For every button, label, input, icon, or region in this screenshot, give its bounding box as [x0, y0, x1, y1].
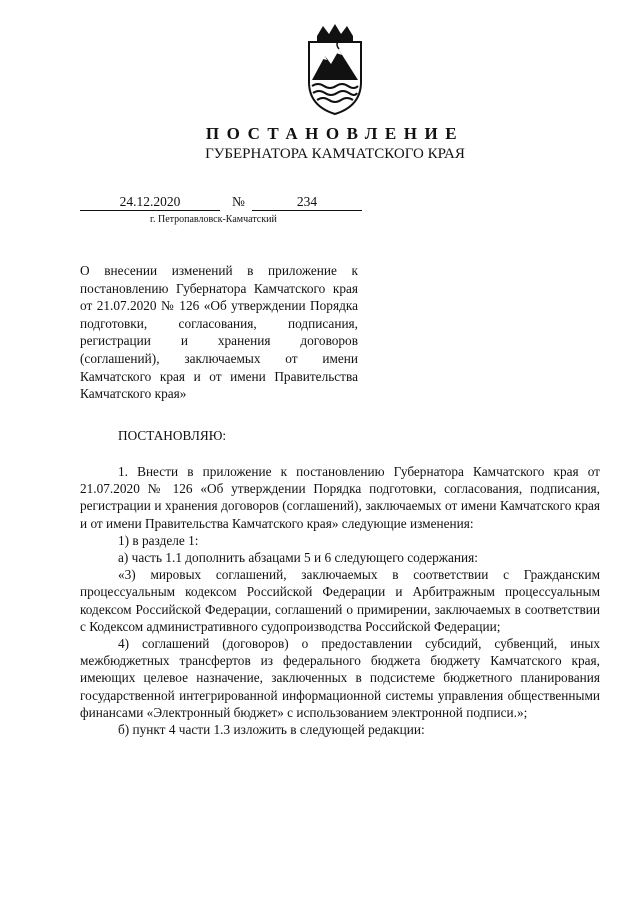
body-paragraph: 4) соглашений (договоров) о предоставлении субсидий, субвенций, иных межбюджетных трансфертов из федерального бюджета бюджету Камчатского края, имеющих целевое назначение, заключенных в подсистеме бюджетного планирования государственной интегрированной информационной системы управления общественными финансами «Электронный бюджет» с использованием электронной подписи.»; — [80, 636, 600, 720]
body-paragraph: б) пункт 4 части 1.3 изложить в следующей редакции: — [118, 722, 425, 738]
number-sign: № — [232, 194, 245, 209]
body-paragraph: «3) мировых соглашений, заключаемых в соответствии с Гражданским процессуальным кодексом Российской Федерации и Арбитражным процессуальным кодексом Российской Федерации, соглашений о примирении, заключаемых в соответствии с Кодексом административного судопроизводства Российской Федерации; — [80, 567, 600, 634]
document-city: г. Петропавловск-Камчатский — [150, 214, 277, 225]
kamchatka-coat-of-arms-icon — [295, 22, 375, 116]
document-date: 24.12.2020 — [80, 194, 220, 211]
document-subtitle: ГУБЕРНАТОРА КАМЧАТСКОГО КРАЯ — [205, 146, 465, 162]
body-paragraph: а) часть 1.1 дополнить абзацами 5 и 6 следующего содержания: — [118, 550, 478, 566]
document-number: 234 — [252, 194, 362, 211]
document-body — [80, 463, 600, 738]
resolve-heading: ПОСТАНОВЛЯЮ: — [118, 428, 227, 443]
document-subject: О внесении изменений в приложение к постановлению Губернатора Камчатского края от 21.07.2020 № 126 «Об утверждении Порядка подготовки, согласования, подписания, регистрации и хранения договоров (соглашений), заключаемых от имени Камчатского края и от имени Правительства Камчатского края» — [80, 263, 358, 402]
document-title: ПОСТАНОВЛЕНИЕ — [205, 124, 465, 143]
body-paragraph: 1. Внести в приложение к постановлению Губернатора Камчатского края от 21.07.2020 № 126 «Об утверждении Порядка подготовки, согласования, подписания, регистрации и хранения договоров (соглашений), заключаемых от имени Камчатского края и от имени Правительства Камчатского края» следующие изменения: — [80, 464, 600, 531]
body-paragraph: 1) в разделе 1: — [118, 532, 199, 548]
